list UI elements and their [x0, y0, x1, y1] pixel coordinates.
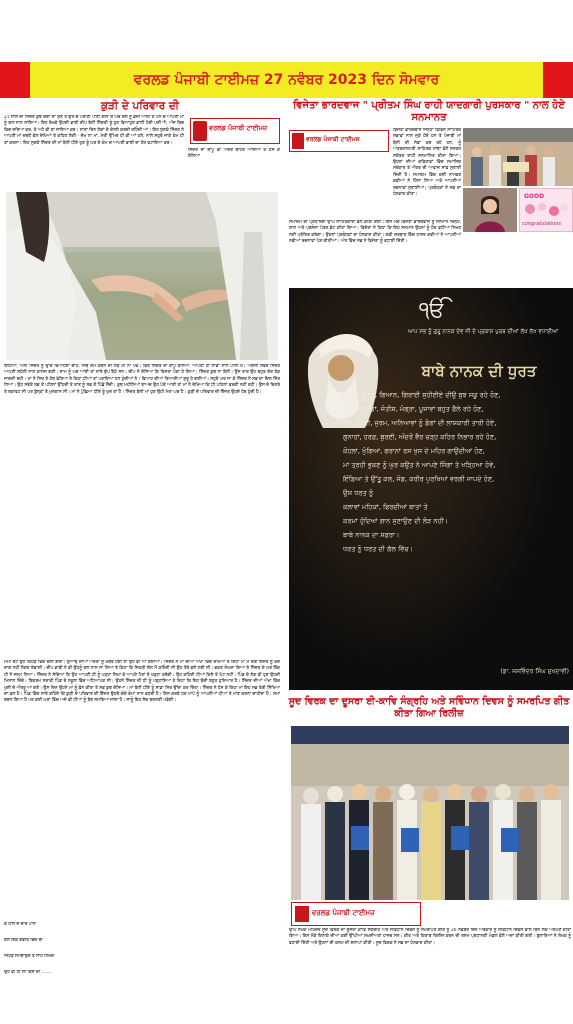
- right-body: ਵਿਜੇਤਾ ਭਾਰਦਵਾਜ ਜਿਨ੍ਹਾਂ ਵਿਭਿੰਨ ਸਾਹਿਤਕ ਸਭਾਵਾਂ ਨਾਲ ਜੁੜੇ ਹੋਏ ਹਨ ਤੇ ਪੰਜਾਬੀ ਮਾਂ ਬੋਲੀ ਦੀ ਸੇਵਾ ਕਰ ਰਹੇ ਹਨ, ਨੂੰ ਅੰਤਰਰਾਸ਼ਟਰੀ ਸਾਹਿਤਕ ਸਾਂਝਾਂ ਵੱਲੋਂ ਜਨਰਲ ਸਕੱਤਰ ਰਾਹੀਂ ਸਨਮਾਨਿਤ ਕੀਤਾ ਗਿਆ। ਉਹਨਾਂ ਦੀਆਂ ਕਵਿਤਾਵਾਂ ਵਿੱਚ ਸਮਾਜਿਕ ਸਰੋਕਾਰ ਤੇ ਔਰਤ ਦੀ ਆਵਾਜ਼ ਸਾਫ਼ ਸੁਣਾਈ ਦਿੰਦੀ ਹੈ। ਸਮਾਗਮ ਵਿੱਚ ਕਈ ਨਾਮਵਰ ਕਵੀਆਂ ਨੇ ਹਿੱਸਾ ਲਿਆ ਅਤੇ ਆਪਣੀਆਂ ਰਚਨਾਵਾਂ ਸੁਣਾਈਆਂ। ਪ੍ਰਬੰਧਕਾਂ ਨੇ ਸਭ ਦਾ ਧੰਨਵਾਦ ਕੀਤਾ।: [393, 128, 461, 198]
- right-newspaper-logo-2: [291, 902, 421, 926]
- poem-line: ਕਰਮਾਂ ਹੁੰਦਿਆਂ ਗਾਨ ਸੁਣਾਉਣ ਦੀ ਲੋੜ ਨਹੀਂ।: [343, 517, 449, 525]
- left-intro-cont: ਸਿੱਦਤ ਦਾ ਬਾਪੂ ਵੀ ਅੰਦਰੋਂ ਬਾਹਰ ਆਇਆ ਤੇ ਹੱਸ ਕੇ ਬੋਲਿਆ: [188, 148, 280, 160]
- congrats-text: congratulations: [522, 221, 562, 227]
- author-portrait-photo: [463, 188, 517, 232]
- right-logo-text: ਵਰਲਡ ਪੰਜਾਬੀ ਟਾਈਮਜ਼: [306, 136, 360, 143]
- right-logo-text-2: ਵਰਲਡ ਪੰਜਾਬੀ ਟਾਈਮਜ਼: [312, 909, 375, 917]
- left-intro: 21 ਸਾਲ ਦੀ ਸਿੱਦਤ ਕੁਝ ਚੰਗਾ ਦਾ ਸੁਣ ਤੇ ਗੁੱਤ ਚ ਪਰਾਣੀ ਪਾਣੀ ਗਲੀ ਓ ਘਰ ਚੱਲ ਨੂੰ ਭੱਜੀ ਆਈ ਤੇ ਪੱਲ ਚ ਆਪਣੀ ਮਾਂ ਨੂੰ ਗਲ ਨਾਲ ਲਾਇਆ। ਇਹ ਦੇਖਕੇ ਉਹਦੀ ਭਾਬੀ ਦੀਪ ਬੋਲੀ ਸਿੱਦਤੀ ਤੂੰ ਹੁਣ ਵਿਆਹੁਣ ਵਾਲੀ ਹੋਈ ਪਈ ਐ, ਅੱਜ ਬਿਚ ਵਿਚ ਜ਼ਰਿਆ ਕਰ, ਤੇ ਅਹੇ ਵੀ ਥਾਂ ਜਾਇਆ ਕਰ। ਸਾਰਾ ਦਿਨ ਲੋਕਾਂ ਦੇ ਕੋਲਲੇ ਕਰਦੀ ਰਹਿੰਦੀ ਆਂ। ਇਹ ਸੁਣਕੇ ਸਿੱਦਤ ਨੇ ਆਪਣੀ ਮਾਂ ਚਰਣੋਂ ਵੱਲ ਦੇਖਿਆਂ ਤੇ ਕਹਿਣ ਲੱਗੀ - ਦੇਖ ਲਾ ਮਾਂ, ਮੇਰੀ ਉੱਮਰ ਹੀ ਕੀ ਆਂ ਹਲੇ, ਨਾਲੇ ਸਹੁਰੇ ਜਾਕੇ ਕੰਮ ਹੀ ਤਾਂ ਕਰਨਾ। ਇਹ ਸੁਣਕੇ ਸਿੱਦਤ ਦੀ ਮਾਂ ਬੋਲੀ ਧੀਏ ਹੁਣ ਤੂੰ ਘਰ ਦੇ ਕੰਮ ਚ ਆਪਣੀ ਭਾਬੀ ਦਾ ਹੱਥ ਵਟਾਇਆ ਕਰ।: [4, 115, 184, 146]
- poem-line: ਜਿਸ ਨੇ ਗੁਰਬ, ਗਿਆਨ, ਗਿਰਾਈ ਸੁਹੀਈਏ ਦੀਉ ਬੁਝ ਸਕੂ ਰਹੇ ਹੋਣ,: [343, 391, 501, 399]
- left-article: [0, 100, 283, 975]
- masthead-title: ਵਰਲਡ ਪੰਜਾਬੀ ਟਾਈਮਜ਼ 27 ਨਵੰਬਰ 2023 ਦਿਨ ਸੋਮਵਾਰ: [133, 72, 440, 88]
- poem-lines: [343, 388, 567, 556]
- logo-mark-icon: [292, 133, 304, 149]
- poem-line: ਦੰਬਲ, ਪਾਖੰਡਾਂ, ਜੋਤੀਸ਼, ਮੰਗ੍ਰਾ, ਪੂਜਾਵਾਂ ਬਹੁਤ ਫੈਲੇ ਰਹੇ ਹੋਣ,: [343, 405, 484, 413]
- poem-line: ਬਾਬੇ ਨਾਨਕ ਦਾ ਸਫ਼ਰਾ।: [343, 531, 400, 539]
- poem-line: ਗੁਨਾਹਾਂ, ਹਰਫ਼, ਬੁਰਈ, ਅੰਦਰੋਂ ਵੈਰ ਚੜ੍ਹ ਕਹਿਰ ਨਿਭਾਰ ਰਹੇ ਹੋਣ,: [343, 433, 497, 441]
- poem-line: ਧਰਤ ਨੂੰ ਧਰਤ ਦੀ ਗੱਲ ਵਿੱਚ।: [343, 545, 414, 553]
- book-release-group-photo: [291, 726, 569, 900]
- logo-mark-icon: [295, 906, 309, 922]
- right-body-lines: ਸਮਾਗਮ ਦੀ ਪ੍ਰਧਾਨਗੀ ਉੱਘੇ ਸਾਹਿਤਕਾਰਾਂ ਵੱਲੋਂ ਕੀਤੀ ਗਈ। ਇਸ ਮੌਕੇ ਵਿਜੇਤਾ ਭਾਰਦਵਾਜ ਨੂੰ ਸਨਮਾਨ ਚਿੰਨ੍ਹ, ਸ਼ਾਲ ਅਤੇ ਪ੍ਰਸ਼ੰਸਾ ਪੱਤਰ ਭੇਟ ਕੀਤਾ ਗਿਆ। ਵਿਜੇਤਾ ਨੇ ਕਿਹਾ ਕਿ ਇਹ ਸਨਮਾਨ ਉਹਨਾਂ ਨੂੰ ਹੋਰ ਵਧੀਆ ਲਿਖਣ ਲਈ ਪ੍ਰੇਰਿਤ ਕਰੇਗਾ। ਉਹਨਾਂ ਪ੍ਰਬੰਧਕਾਂ ਦਾ ਧੰਨਵਾਦ ਕੀਤਾ। ਕਵੀ ਦਰਬਾਰ ਵਿੱਚ ਹਾਜ਼ਰ ਕਵੀਆਂ ਨੇ ਆਪਣੀਆਂ ਨਵੀਆਂ ਰਚਨਾਵਾਂ ਪੇਸ਼ ਕੀਤੀਆਂ। ਅੰਤ ਵਿੱਚ ਸਭ ਨੇ ਵਿਜੇਤਾ ਨੂੰ ਵਧਾਈ ਦਿੱਤੀ।: [289, 220, 461, 245]
- award-group-photo: [463, 128, 573, 186]
- good-label: GOOD: [524, 193, 545, 200]
- poem-line: ਕੂੜ, ਬੁਰਈ, ਜੁਰਮ, ਅਨਿਆਵਾਂ ਨੂੰ ਡੰਗਾਂ ਦੀ ਲਾਸ਼ਕਾਰੀ ਤਾਰੀ ਹੋਏ,: [343, 419, 497, 427]
- left-body: ਇਹਿਆ, ਅਸੀਂ ਸਿੱਦਤ ਨੂੰ ਉੱਚੇ ਵਿਆਹਣਾ ਚਾਹੇ, ਜਿੱਥੇ ਕੰਮ ਕਰਨ ਦੀ ਲੋੜ ਹੀ ਨਾ ਪਵੇ। ਫਿਰ ਸਿੱਦਤ ਦਾ ਬਾਪੂ ਬੋਲਿਆ, ਆਪਣੀ ਧੀ ਲਾਡਾਂ ਨਾਲ ਪਾਲੀ ਹੈ। ਅਗਲੀ ਸਵੇਰ ਸਿੱਦਤ ਆਪਣੀ ਸਹੇਲੀ ਨਾਲ ਕਾਲਜ ਗਈ। ਸ਼ਾਮ ਨੂੰ ਘਰ ਆਈ ਤਾਂ ਸਾਰੇ ਚੁੱਪ ਬੈਠੇ ਸਨ। ਦੀਪ ਨੇ ਦੱਸਿਆ ਕਿ ਰਿਸ਼ਤਾ ਪੱਕਾ ਹੋ ਗਿਆ। ਸਿੱਦਤ ਕੁਝ ਨਾ ਬੋਲੀ। ਉਸ ਰਾਤ ਉਹ ਬਹੁਤ ਦੇਰ ਤੱਕ ਜਾਗਦੀ ਰਹੀ। ਮਾਂ ਨੇ ਸਿਰ ਤੇ ਹੱਥ ਫੇਰਿਆ ਤੇ ਕਿਹਾ ਧੀਆਂ ਤਾਂ ਪਰਾਇਆ ਧਨ ਹੁੰਦੀਆਂ ਨੇ। ਵਿਆਹ ਦੀਆਂ ਤਿਆਰੀਆਂ ਸ਼ੁਰੂ ਹੋ ਗਈਆਂ। ਸਹੁਰੇ ਘਰ ਜਾ ਕੇ ਸਿੱਦਤ ਨੇ ਸਭ ਦਾ ਦਿਲ ਜਿੱਤ ਲਿਆ। ਉਹ ਸਵੇਰੇ ਸਭ ਤੋਂ ਪਹਿਲਾਂ ਉੱਠਦੀ ਤੇ ਰਾਤ ਨੂੰ ਸਭ ਤੋਂ ਪਿੱਛੋਂ ਸੌਂਦੀ। ਕੁਝ ਮਹੀਨਿਆਂ ਬਾਅਦ ਉਹ ਪੇਕੇ ਆਈ ਤਾਂ ਮਾਂ ਨੇ ਦੇਖਿਆ ਕਿ ਧੀ ਪਹਿਲਾਂ ਵਰਗੀ ਨਹੀਂ ਰਹੀ। ਉਸ ਦੇ ਚਿਹਰੇ ਤੇ ਥਕਾਵਟ ਸੀ ਪਰ ਬੁੱਲ੍ਹਾਂ ਤੇ ਮੁਸਕਾਨ ਸੀ। ਮਾਂ ਨੇ ਪੁੱਛਿਆ ਧੀਏ ਤੂੰ ਖੁਸ਼ ਤਾਂ ਹੈਂ। ਸਿੱਦਤ ਬੋਲੀ ਮਾਂ ਹੁਣ ਉਹੀ ਮੇਰਾ ਘਰ ਹੈ। ਕੁੜੀ ਦੇ ਪਰਿਵਾਰ ਦੀ ਇੱਜਤ ਉਹਦੇ ਹੱਥ ਹੁੰਦੀ ਹੈ।: [4, 364, 280, 395]
- closing-verse: [4, 922, 204, 978]
- poem-line: ਉਸ ਧਰਤ ਨੂੰ: [343, 489, 374, 497]
- right-column: [287, 100, 573, 946]
- right-newspaper-logo: [289, 130, 389, 152]
- congratulations-card: [519, 188, 573, 232]
- masthead: [0, 62, 573, 98]
- logo-text: ਵਰਲਡ ਪੰਜਾਬੀ ਟਾਈਮਜ਼: [209, 124, 268, 132]
- newspaper-logo: [190, 118, 280, 144]
- left-headline: ਕੁੜੀ ਦੇ ਪਰਿਵਾਰ ਦੀ: [101, 100, 179, 112]
- guru-nanak-poem-panel: [289, 288, 573, 690]
- closing-line-3: ਜਿਹੜੇ ਸਮਝਾਉਂਦੇ ਤੇ ਸਾਹ ਲਿਖਦੇ: [4, 954, 55, 959]
- ek-onkar-symbol: ੴ: [419, 298, 446, 323]
- logo-mark-icon: [193, 121, 207, 141]
- right-headline-2: ਸੂਦ ਵਿਰਕ ਦਾ ਦੂਸਰਾ ਈ-ਕਾਵਿ ਸੰਗ੍ਰਹਿ ਅਤੇ ਸਵਿੰਧਾਨ ਦਿਵਸ ਨੂੰ ਸਮਰਪਿਤ ਗੀਤ ਕੀਤਾ ਗਿਆ ਰਿਲੀਜ਼: [288, 696, 570, 719]
- closing-line-2: ਗੱਲ ਇੱਕ ਗੰਭੀਰ ਵਿਚੋਂ ਦੀ: [4, 938, 43, 943]
- masthead-right-block: [543, 62, 573, 98]
- poem-line: ਕਲਾਵਾਂ ਮਹਿਕਾਂ, ਫਿਰਦੀਆਂ ਬਾਤਾਂ ਤੇ: [343, 503, 428, 511]
- poem-line: ਮਾਂ ਤ੍ਰਹੀ ਭੁਕਣ ਨੂੰ ਘੁਰ ਕਉਤ ਨੇ ਆਪਣੇ ਸਿੰਗਾਂ ਤੇ ਖੜ੍ਹਿਆ ਹੋਵੇ,: [343, 461, 496, 469]
- left-body-lines: ਮੰਮੀ ਬੇਟੇ ਉਹ ਕਿਹੜੇ ਵਿਚ ਚਲੀ ਗਈ। ਗੁਆਂਢ ਦੀਆਂ ਔਰਤਾਂ ਨੂੰ ਖ਼ਬਰ ਹੋਈ ਤਾਂ ਉਹ ਵੀ ਆ ਗਈਆਂ। ਸਿੱਦਤ ਨੇ ਮਾਂ ਦੀਆਂ ਅੱਖਾਂ ਵਿੱਚ ਦੇਖਿਆ ਤੇ ਕਿਹਾ ਮਾਂ ਮੈਂ ਤੇਰੀ ਇੱਜਤ ਨੂੰ ਕਦੇ ਦਾਗ਼ ਨਹੀਂ ਲੱਗਣ ਦੇਵਾਂਗੀ। ਦੀਪ ਭਾਬੀ ਨੇ ਵੀ ਉਹਨੂੰ ਗਲ ਨਾਲ ਲਾ ਲਿਆ ਤੇ ਕਿਹਾ ਕਿ ਜਿਹੜੀ ਗੱਲ ਮੈਂ ਕਹਿੰਦੀ ਸੀ ਉਹ ਤੇਰੇ ਭਲੇ ਲਈ ਸੀ। ਵਕਤ ਲੰਘਦਾ ਗਿਆ ਤੇ ਸਿੱਦਤ ਦੇ ਘਰ ਇੱਕ ਧੀ ਨੇ ਜਨਮ ਲਿਆ। ਸਿੱਦਤ ਨੇ ਸੋਚਿਆ ਕਿ ਉਹ ਆਪਣੀ ਧੀ ਨੂੰ ਪੜ੍ਹਾ ਲਿਖਾ ਕੇ ਆਪਣੇ ਪੈਰਾਂ ਤੇ ਖੜ੍ਹਾ ਕਰੇਗੀ। ਉਹ ਕਹਿੰਦੀ ਧੀਆਂ ਕਿਸੇ ਤੋਂ ਘੱਟ ਨਹੀਂ। ਪਿੰਡ ਦੇ ਲੋਕ ਵੀ ਹੁਣ ਉਹਦੀ ਮਿਸਾਲ ਦਿੰਦੇ। ਬਿਕਰਮ ਸਰਾਵੀ ਪਿੰਡ ਦੇ ਸਕੂਲ ਵਿੱਚ ਅਧਿਆਪਕ ਸੀ। ਉਹਨੇ ਸਿੱਦਤ ਦੀ ਧੀ ਨੂੰ ਪੜ੍ਹਾਇਆ ਤੇ ਕਿਹਾ ਕਿ ਇਹ ਬੱਚੀ ਬਹੁਤ ਹੁਸ਼ਿਆਰ ਹੈ। ਸਿੱਦਤ ਦੀਆਂ ਅੱਖਾਂ ਵਿੱਚ ਖੁਸ਼ੀ ਦੇ ਅੱਥਰੂ ਆ ਗਏ। ਉਸ ਦਿਨ ਉਹਨੇ ਮਾਂ ਨੂੰ ਫ਼ੋਨ ਕੀਤਾ ਤੇ ਸਭ ਕੁਝ ਦੱਸਿਆ। ਮਾਂ ਬੋਲੀ ਧੀਏ ਤੂੰ ਸਾਡਾ ਸਿਰ ਉੱਚਾ ਕਰ ਦਿੱਤਾ। ਸਿੱਦਤ ਨੇ ਹੱਸ ਕੇ ਕਿਹਾ ਮਾਂ ਇਹ ਸਭ ਤੇਰੀ ਸਿੱਖਿਆ ਦਾ ਫਲ ਹੈ। ਪਿੰਡ ਵਿੱਚ ਸਾਰੇ ਕਹਿੰਦੇ ਕਿ ਕੁੜੀ ਦੇ ਪਰਿਵਾਰ ਦੀ ਇੱਜਤ ਉਹਦੇ ਚੰਗੇ ਕੰਮਾਂ ਨਾਲ ਵਧਦੀ ਹੈ। ਇਸ ਕਰਕੇ ਹਰ ਮਾਪੇ ਨੂੰ ਆਪਣੀਆਂ ਧੀਆਂ ਤੇ ਮਾਣ ਕਰਨਾ ਚਾਹੀਦਾ ਹੈ। ਸਮਾਂ ਬਦਲ ਗਿਆ ਹੈ ਪਰ ਕਈ ਘਰਾਂ ਵਿੱਚ ਅਜੇ ਵੀ ਧੀਆਂ ਨੂੰ ਬੋਝ ਸਮਝਿਆ ਜਾਂਦਾ ਹੈ। ਸਾਨੂੰ ਇਹ ਸੋਚ ਬਦਲਣੀ ਪਵੇਗੀ।: [4, 660, 280, 704]
- closing-line-1: ਕੇ ਹਾਸੇ ਦੇ ਚਾਰੇ ਪਾਸੇ: [4, 922, 36, 927]
- right-headline: ਵਿਜੇਤਾ ਭਾਰਦਵਾਜ " ਪ੍ਰੀਤਮ ਸਿੰਘ ਰਾਹੀ ਯਾਦਗਾਰੀ ਪੁਰਸਕਾਰ " ਨਾਲ ਹੋਏ ਸਨਮਾਨਤ: [293, 100, 565, 123]
- poem-greeting: ਆਪ ਸਭ ਨੂੰ ਗੁਰੂ ਨਾਨਕ ਦੇਵ ਜੀ ਦੇ ਪ੍ਰਕਾਸ਼ ਪੁਰਬ ਦੀਆਂ ਲੱਖ ਲੱਖ ਵਧਾਈਆਂ: [408, 329, 558, 335]
- closing-line-4: ਉਹ ਵੀ ਧੀ ਸੀ ਕਿਸੇ ਦੀ ........: [4, 970, 53, 975]
- poem-line: ਕੋਹਲਾਂ, ਖੁੰਗਿਆਂ, ਗਰਾਨਾਂ ਰਸ ਖੁਸ ਦੇ ਮਹਿਰ ਗਾਉਂਦੀਆਂ ਹੋਣ,: [343, 447, 485, 455]
- poem-line: ਇੰਡਿਆ ਤੇ ਉੱਤੂ ਕਲ, ਜੰਡ, ਕਰੀਰ ਪੁਰਖਿਆਂ ਵਰਗੀ ਜਾਪਦੇ ਹੋਣ,: [343, 475, 495, 483]
- poem-title: ਬਾਬੇ ਨਾਨਕ ਦੀ ਧੁਰਤ: [421, 362, 537, 380]
- masthead-left-block: [0, 62, 30, 98]
- poem-author: (ਡਾ. ਜਸਵਿੰਦਰ ਸਿੰਘ ਸੁਖਦਾਵੀ): [500, 668, 569, 675]
- right-body-2: ਉੱਘੇ ਲੇਖਕ ਮਹਿੰਦਰ ਸੂਦ ਵਿਰਕ ਦਾ ਦੂਸਰਾ ਕਾਵਿ ਸੰਗ੍ਰਹਿ ਅਤੇ ਸੰਵਿਧਾਨ ਦਿਵਸ ਨੂੰ ਸਮਰਪਿਤ ਗੀਤ ਨੂੰ 26 ਨਵੰਬਰ ਦਿਨ ਐਤਵਾਰ ਨੂੰ ਸੰਵਿਧਾਨ ਦਿਵਸ ਵਾਲੇ ਦਿਨ ਲੋਕ ਅਰਪਣ ਕੀਤਾ ਗਿਆ। ਇਸ ਮੌਕੇ ਇਲਾਕੇ ਦੀਆਂ ਕਈ ਉੱਘੀਆਂ ਸ਼ਖ਼ਸੀਅਤਾਂ ਹਾਜ਼ਰ ਸਨ। ਗੀਤ ਅਤੇ ਕਿਤਾਬ ਰਿਲੀਜ਼ ਕਰਨ ਦੀ ਰਸਮ ਪ੍ਰਧਾਨਗੀ ਮੰਡਲ ਵੱਲੋਂ ਅਦਾ ਕੀਤੀ ਗਈ। ਬੁਲਾਰਿਆਂ ਨੇ ਲੇਖਕ ਨੂੰ ਵਧਾਈ ਦਿੱਤੀ ਅਤੇ ਉਹਨਾਂ ਦੀ ਕਲਮ ਦੀ ਸ਼ਲਾਘਾ ਕੀਤੀ। ਸੂਦ ਵਿਰਕ ਨੇ ਸਭ ਦਾ ਧੰਨਵਾਦ ਕੀਤਾ।: [289, 928, 571, 946]
- couple-holding-hands-photo: [6, 192, 278, 360]
